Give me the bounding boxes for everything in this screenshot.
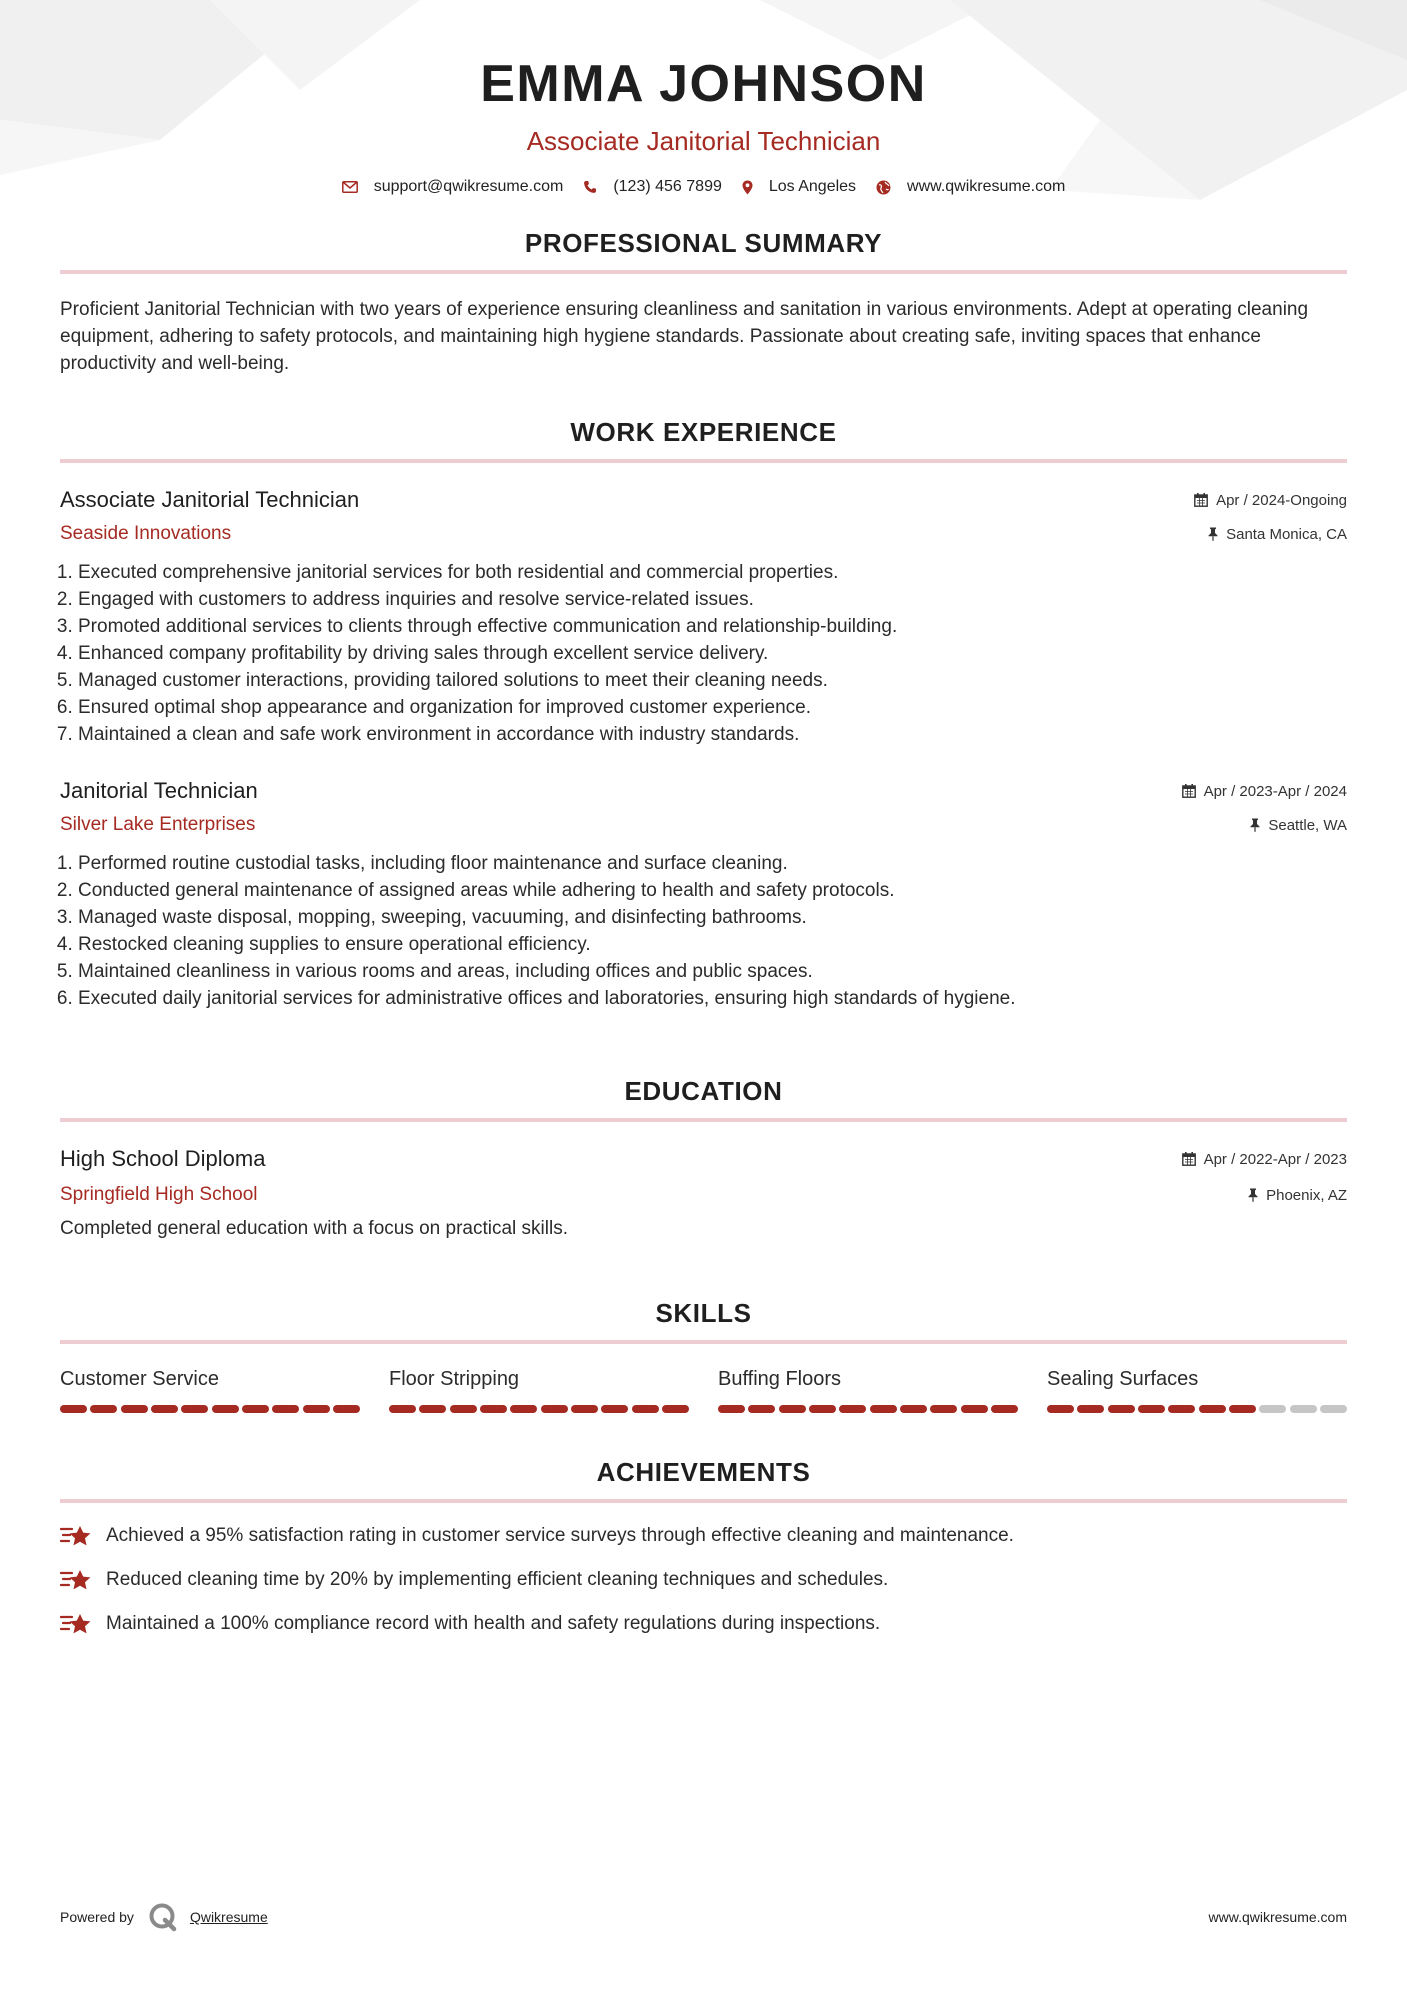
list-item: 7. Maintained a clean and safe work environment in accordance with industry standards.	[78, 721, 1347, 748]
skills-section	[60, 1300, 1347, 1413]
achievement-text: Achieved a 95% satisfaction rating in customer service surveys through effective cleaning and maintenance.	[106, 1525, 1014, 1546]
skill-segment-filled	[809, 1405, 836, 1413]
phone-icon	[583, 180, 597, 194]
list-item: 1. Executed comprehensive janitorial services for both residential and commercial properties.	[78, 559, 1347, 586]
shooting-star-icon	[60, 1611, 92, 1637]
job-dates	[1194, 492, 1347, 509]
list-item: 5. Managed customer interactions, providing tailored solutions to meet their cleaning needs.	[78, 667, 1347, 694]
powered-by-label: Powered by	[60, 1909, 134, 1925]
skill-segment-filled	[90, 1405, 117, 1413]
skill-name: Customer Service	[60, 1368, 219, 1390]
skill-segment-filled	[632, 1405, 659, 1413]
job-location-text: Santa Monica, CA	[1226, 525, 1347, 543]
skill-segment-filled	[60, 1405, 87, 1413]
skills-list	[60, 1368, 1347, 1413]
skill-segment-filled	[389, 1405, 416, 1413]
summary-text: Proficient Janitorial Technician with two years of experience ensuring cleanliness and sanitation in various environments. Adept at operating cleaning equipment, adhering to safety protocols, and maintaining high hygiene standards. Passionate about creating safe, inviting spaces that enhance productivity and well-being.	[60, 299, 1309, 374]
skill-segment-empty	[1290, 1405, 1317, 1413]
skill-segment-filled	[961, 1405, 988, 1413]
skill-segment-filled	[1108, 1405, 1135, 1413]
skill-segment-filled	[242, 1405, 269, 1413]
job-dates-text: Apr / 2024-Ongoing	[1216, 491, 1347, 509]
job-duties-list	[60, 559, 1347, 748]
shooting-star-icon	[60, 1567, 92, 1593]
skill-segment-filled	[748, 1405, 775, 1413]
shooting-star-icon	[60, 1523, 92, 1549]
skill-name: Floor Stripping	[389, 1368, 520, 1390]
contact-location	[742, 178, 856, 196]
skill-segment-filled	[212, 1405, 239, 1413]
skill-segment-filled	[181, 1405, 208, 1413]
list-item: 3. Managed waste disposal, mopping, sweeping, vacuuming, and disinfecting bathrooms.	[78, 904, 1347, 931]
qwikresume-link[interactable]: Qwikresume	[189, 1909, 268, 1925]
qwikresume-logo-icon	[148, 1902, 178, 1932]
skill-segment-filled	[1047, 1405, 1074, 1413]
skill-name: Buffing Floors	[718, 1368, 842, 1390]
resume-header	[60, 0, 1347, 196]
achievement-item	[60, 1611, 1347, 1637]
job-title: Janitorial Technician	[60, 778, 258, 803]
education-heading: EDUCATION	[60, 1078, 1347, 1122]
job-dates	[1182, 783, 1347, 800]
skill-segment-filled	[419, 1405, 446, 1413]
job-entry	[60, 778, 1347, 1012]
calendar-icon	[1182, 784, 1196, 798]
envelope-icon	[342, 181, 358, 193]
contact-website-text: www.qwikresume.com	[907, 178, 1066, 195]
achievement-text: Maintained a 100% compliance record with health and safety regulations during inspections.	[106, 1613, 881, 1634]
education-section	[60, 1078, 1347, 1240]
contact-phone-text: (123) 456 7899	[613, 178, 722, 195]
experience-heading: WORK EXPERIENCE	[60, 419, 1347, 463]
skill-segment-filled	[601, 1405, 628, 1413]
skill-item	[60, 1368, 360, 1413]
job-company: Seaside Innovations	[60, 523, 232, 544]
achievement-text: Reduced cleaning time by 20% by implementing efficient cleaning techniques and schedules.	[106, 1569, 889, 1590]
contact-bar	[60, 178, 1347, 196]
location-pin-icon	[742, 180, 753, 195]
list-item: 2. Conducted general maintenance of assigned areas while adhering to health and safety protocols.	[78, 877, 1347, 904]
skill-level-bar	[60, 1405, 360, 1413]
skill-segment-filled	[718, 1405, 745, 1413]
job-duties-list	[60, 850, 1347, 1012]
list-item: 2. Engaged with customers to address inquiries and resolve service-related issues.	[78, 586, 1347, 613]
candidate-title: Associate Janitorial Technician	[526, 126, 881, 156]
achievement-item	[60, 1567, 1347, 1593]
skill-segment-filled	[930, 1405, 957, 1413]
skill-segment-empty	[1320, 1405, 1347, 1413]
pushpin-icon	[1248, 1188, 1258, 1202]
skill-level-bar	[1047, 1405, 1347, 1413]
education-dates	[1182, 1151, 1347, 1168]
summary-heading: PROFESSIONAL SUMMARY	[60, 230, 1347, 274]
education-degree: High School Diploma	[60, 1146, 266, 1171]
summary-section	[60, 230, 1347, 377]
skill-segment-filled	[541, 1405, 568, 1413]
contact-email[interactable]	[342, 178, 564, 196]
skill-level-bar	[389, 1405, 689, 1413]
skill-name: Sealing Surfaces	[1047, 1368, 1199, 1390]
skill-segment-filled	[662, 1405, 689, 1413]
page-footer	[60, 1902, 1347, 1932]
skill-segment-filled	[1229, 1405, 1256, 1413]
powered-by	[60, 1902, 268, 1932]
contact-website[interactable]	[876, 178, 1065, 196]
skills-heading: SKILLS	[60, 1300, 1347, 1344]
achievement-item	[60, 1523, 1347, 1549]
calendar-icon	[1182, 1152, 1196, 1166]
education-entry	[60, 1146, 1347, 1240]
pushpin-icon	[1208, 527, 1218, 541]
education-school: Springfield High School	[60, 1184, 258, 1205]
list-item: 4. Restocked cleaning supplies to ensure operational efficiency.	[78, 931, 1347, 958]
job-title: Associate Janitorial Technician	[60, 487, 360, 512]
job-dates-text: Apr / 2023-Apr / 2024	[1203, 782, 1347, 800]
skill-segment-filled	[333, 1405, 360, 1413]
list-item: 6. Executed daily janitorial services for administrative offices and laboratories, ensuring high standards of hygiene.	[78, 985, 1347, 1012]
achievements-heading: ACHIEVEMENTS	[60, 1459, 1347, 1503]
skill-segment-filled	[1138, 1405, 1165, 1413]
education-dates-text: Apr / 2022-Apr / 2023	[1203, 1150, 1347, 1168]
job-location	[1250, 817, 1347, 834]
skill-segment-filled	[510, 1405, 537, 1413]
skill-segment-filled	[900, 1405, 927, 1413]
education-location-text: Phoenix, AZ	[1266, 1186, 1347, 1204]
contact-location-text: Los Angeles	[768, 178, 857, 195]
skill-segment-filled	[870, 1405, 897, 1413]
footer-website[interactable]: www.qwikresume.com	[1208, 1909, 1347, 1925]
achievements-list	[60, 1523, 1347, 1637]
list-item: 3. Promoted additional services to clients through effective communication and relationship-building.	[78, 613, 1347, 640]
skill-segment-filled	[991, 1405, 1018, 1413]
skill-segment-filled	[272, 1405, 299, 1413]
list-item: 5. Maintained cleanliness in various rooms and areas, including offices and public spaces.	[78, 958, 1347, 985]
pushpin-icon	[1250, 818, 1260, 832]
experience-section	[60, 419, 1347, 1012]
achievements-section	[60, 1459, 1347, 1637]
skill-item	[1047, 1368, 1347, 1413]
job-company: Silver Lake Enterprises	[60, 814, 256, 835]
skill-item	[718, 1368, 1018, 1413]
skill-segment-filled	[303, 1405, 330, 1413]
skill-segment-empty	[1259, 1405, 1286, 1413]
skill-segment-filled	[1168, 1405, 1195, 1413]
list-item: 6. Ensured optimal shop appearance and organization for improved customer experience.	[78, 694, 1347, 721]
candidate-name: EMMA JOHNSON	[480, 55, 927, 113]
contact-email-text: support@qwikresume.com	[373, 178, 564, 195]
skill-level-bar	[718, 1405, 1018, 1413]
education-location	[1248, 1187, 1347, 1204]
job-location	[1208, 526, 1347, 543]
list-item: 4. Enhanced company profitability by driving sales through excellent service delivery.	[78, 640, 1347, 667]
list-item: 1. Performed routine custodial tasks, including floor maintenance and surface cleaning.	[78, 850, 1347, 877]
calendar-icon	[1194, 493, 1208, 507]
contact-phone[interactable]	[583, 178, 722, 196]
skill-segment-filled	[480, 1405, 507, 1413]
skill-segment-filled	[1199, 1405, 1226, 1413]
education-description: Completed general education with a focus on practical skills.	[60, 1218, 568, 1239]
skill-segment-filled	[121, 1405, 148, 1413]
skill-segment-filled	[1077, 1405, 1104, 1413]
skill-segment-filled	[779, 1405, 806, 1413]
skill-item	[389, 1368, 689, 1413]
skill-segment-filled	[151, 1405, 178, 1413]
globe-icon	[876, 180, 891, 195]
skill-segment-filled	[571, 1405, 598, 1413]
skill-segment-filled	[450, 1405, 477, 1413]
job-location-text: Seattle, WA	[1268, 816, 1347, 834]
skill-segment-filled	[839, 1405, 866, 1413]
job-entry	[60, 487, 1347, 748]
